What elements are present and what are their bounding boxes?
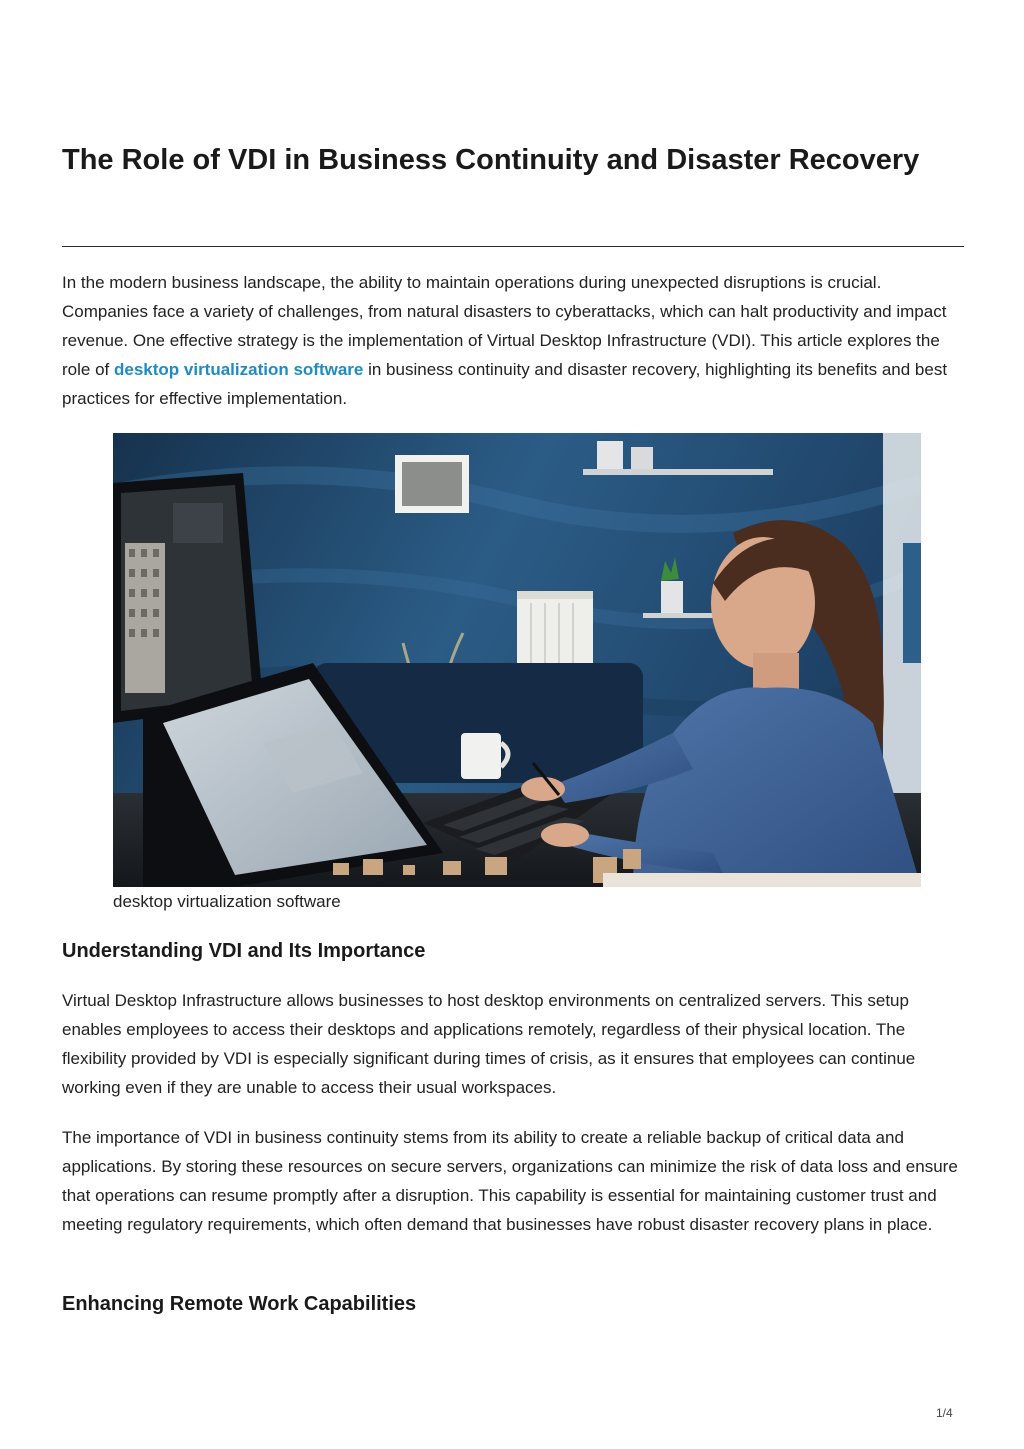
title-divider [62,246,964,247]
intro-text-after-link: in business continuity and disaster recovery, highlighting its benefits and best practices for effective implementation. [62,360,948,408]
intro-paragraph [62,268,964,413]
page-title: The Role of VDI in Business Continuity and Disaster Recovery [62,144,920,176]
section-paragraph: The importance of VDI in business continuity stems from its ability to create a reliable backup of critical data and applications. By storing these resources on secure servers, organizations can minimize the risk of data loss and ensure that operations can resume promptly after a disruption. This capability is essential for maintaining customer trust and meeting regulatory requirements, which often demand that businesses have robust disaster recovery plans in place. [62,1128,958,1234]
intro-text-before-link: In the modern business landscape, the ability to maintain operations during unexpected disruptions is crucial. Companies face a variety of challenges, from natural disasters to cyberattacks, which can halt productivity and impact revenue. One effective strategy is the implementation of Virtual Desktop Infrastructure (VDI). This article explores the role of [62,273,947,379]
page-number: 1/4 [936,1406,953,1420]
figure-caption: desktop virtualization software [113,892,341,911]
section-heading-remote-work: Enhancing Remote Work Capabilities [62,1293,417,1315]
section-paragraph: Virtual Desktop Infrastructure allows businesses to host desktop environments on centralized servers. This setup enables employees to access their desktops and applications remotely, regardless of their physical location. The flexibility provided by VDI is especially significant during times of crisis, as it ensures that employees can continue working even if they are unable to access their usual workspaces. [62,991,916,1097]
article-photo [113,433,921,887]
section-heading-understanding-vdi: Understanding VDI and Its Importance [62,940,426,962]
desktop-virtualization-link[interactable]: desktop virtualization software [113,360,364,379]
